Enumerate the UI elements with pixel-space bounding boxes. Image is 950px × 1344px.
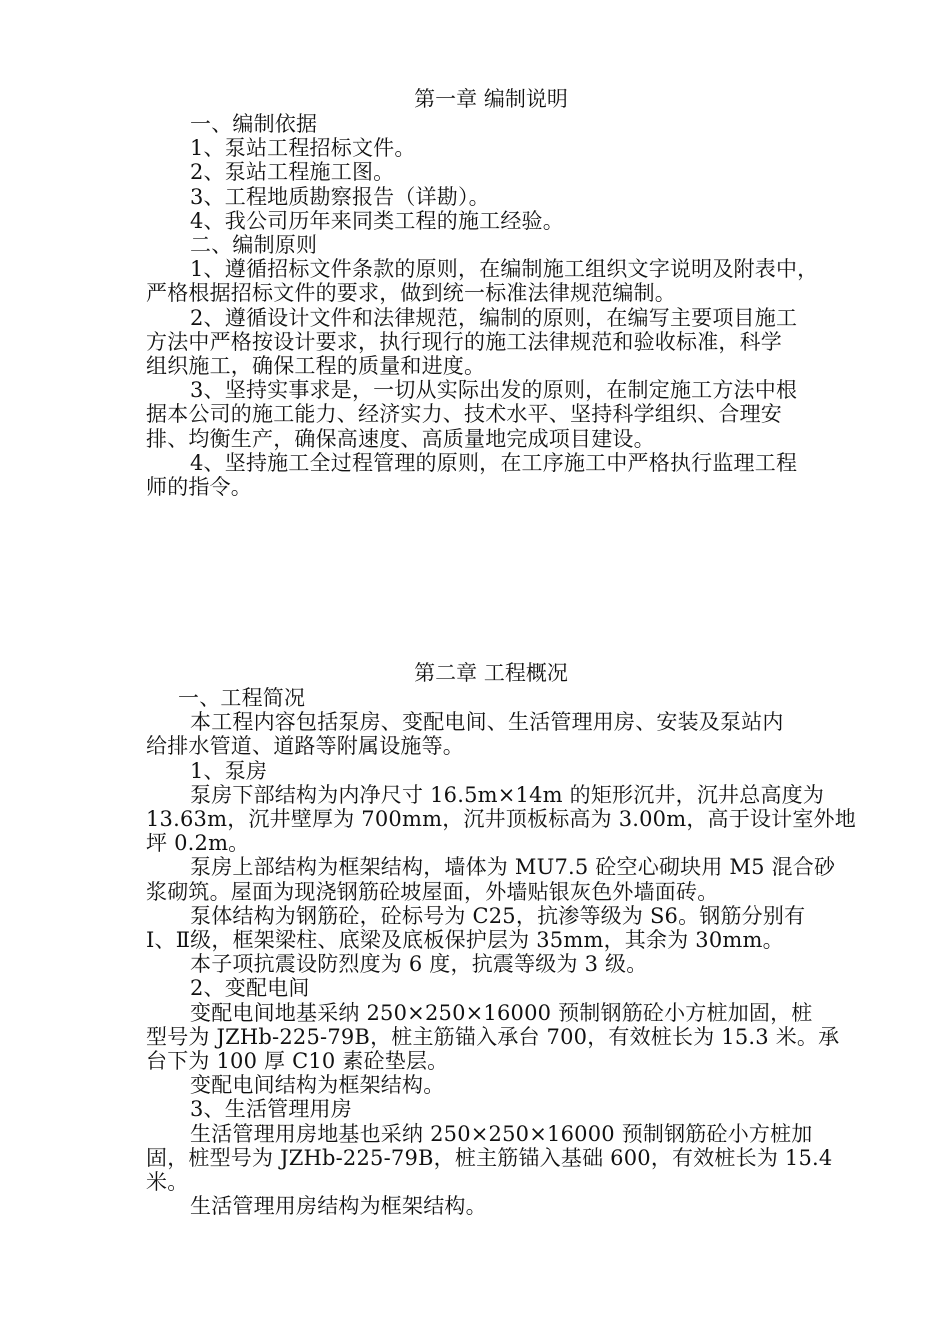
paragraph-line: 方法中严格按设计要求，执行现行的施工法律规范和验收标准，科学: [146, 329, 782, 354]
paragraph-line: 1、遵循招标文件条款的原则，在编制施工组织文字说明及附表中，: [190, 257, 819, 282]
chapter-1-section: [146, 86, 836, 499]
paragraph-line: 米。: [146, 1170, 189, 1195]
chapter-2-title: 第二章 工程概况: [414, 661, 568, 685]
paragraph-line: 13.63m，沉井壁厚为 700mm，沉井顶板标高为 3.00m，高于设计室外地: [146, 807, 856, 832]
paragraph-line: 严格根据招标文件的要求，做到统一标准法律规范编制。: [146, 281, 676, 306]
paragraph-line: 3、工程地质勘察报告（详勘）。: [190, 184, 490, 209]
subsection-heading-substation: 2、变配电间: [190, 976, 310, 1001]
paragraph-line: 变配电间结构为框架结构。: [190, 1073, 445, 1098]
paragraph-line: 3、坚持实事求是，一切从实际出发的原则，在制定施工方法中根: [190, 378, 798, 403]
paragraph-line: 本工程内容包括泵房、变配电间、生活管理用房、安装及泵站内: [190, 710, 784, 735]
paragraph-line: 泵体结构为钢筋砼，砼标号为 C25，抗渗等级为 S6。钢筋分别有: [190, 903, 806, 928]
paragraph-line: 2、泵站工程施工图。: [190, 160, 395, 185]
paragraph-line: 据本公司的施工能力、经济实力、技术水平、坚持科学组织、合理安: [146, 402, 782, 427]
paragraph-line: 4、我公司历年来同类工程的施工经验。: [190, 208, 564, 233]
chapter-2-section: [146, 660, 856, 1219]
chapter-1-title: 第一章 编制说明: [414, 87, 568, 111]
paragraph-line: 固，桩型号为 JZHb-225-79B，桩主筋锚入基础 600，有效桩长为 15.4: [146, 1145, 833, 1170]
paragraph-line: Ⅰ、Ⅱ级，框架梁柱、底梁及底板保护层为 35mm，其余为 30mm。: [146, 928, 784, 953]
subsection-heading-pump-house: 1、泵房: [190, 758, 268, 783]
section-heading-basis: 一、编制依据: [190, 112, 318, 136]
paragraph-line: 排、均衡生产，确保高速度、高质量地完成项目建设。: [146, 426, 655, 451]
section-heading-principles: 二、编制原则: [190, 233, 318, 258]
subsection-heading-living-quarters: 3、生活管理用房: [190, 1097, 352, 1122]
paragraph-line: 台下为 100 厚 C10 素砼垫层。: [146, 1049, 449, 1074]
paragraph-line: 组织施工，确保工程的质量和进度。: [146, 354, 486, 379]
paragraph-line: 泵房下部结构为内净尺寸 16.5m×14m 的矩形沉井，沉井总高度为: [190, 782, 825, 807]
paragraph-line: 浆砌筑。屋面为现浇钢筋砼坡屋面，外墙贴银灰色外墙面砖。: [146, 879, 719, 904]
section-heading-overview: 一、工程简况: [178, 686, 306, 710]
paragraph-line: 变配电间地基采纳 250×250×16000 预制钢筋砼小方桩加固，桩: [190, 1000, 813, 1025]
paragraph-line: 师的指令。: [146, 475, 252, 500]
paragraph-line: 本子项抗震设防烈度为 6 度，抗震等级为 3 级。: [190, 952, 648, 977]
paragraph-line: 泵房上部结构为框架结构，墙体为 MU7.5 砼空心砌块用 M5 混合砂: [190, 855, 836, 880]
paragraph-line: 生活管理用房地基也采纳 250×250×16000 预制钢筋砼小方桩加: [190, 1121, 813, 1146]
paragraph-line: 坪 0.2m。: [146, 831, 250, 856]
paragraph-line: 型号为 JZHb-225-79B，桩主筋锚入承台 700，有效桩长为 15.3 米。承: [146, 1024, 840, 1049]
paragraph-line: 1、泵站工程招标文件。: [190, 136, 416, 161]
paragraph-line: 生活管理用房结构为框架结构。: [190, 1194, 487, 1219]
paragraph-line: 4、坚持施工全过程管理的原则，在工序施工中严格执行监理工程: [190, 450, 798, 475]
paragraph-line: 2、遵循设计文件和法律规范，编制的原则，在编写主要项目施工: [190, 305, 798, 330]
paragraph-line: 给排水管道、道路等附属设施等。: [146, 734, 464, 759]
